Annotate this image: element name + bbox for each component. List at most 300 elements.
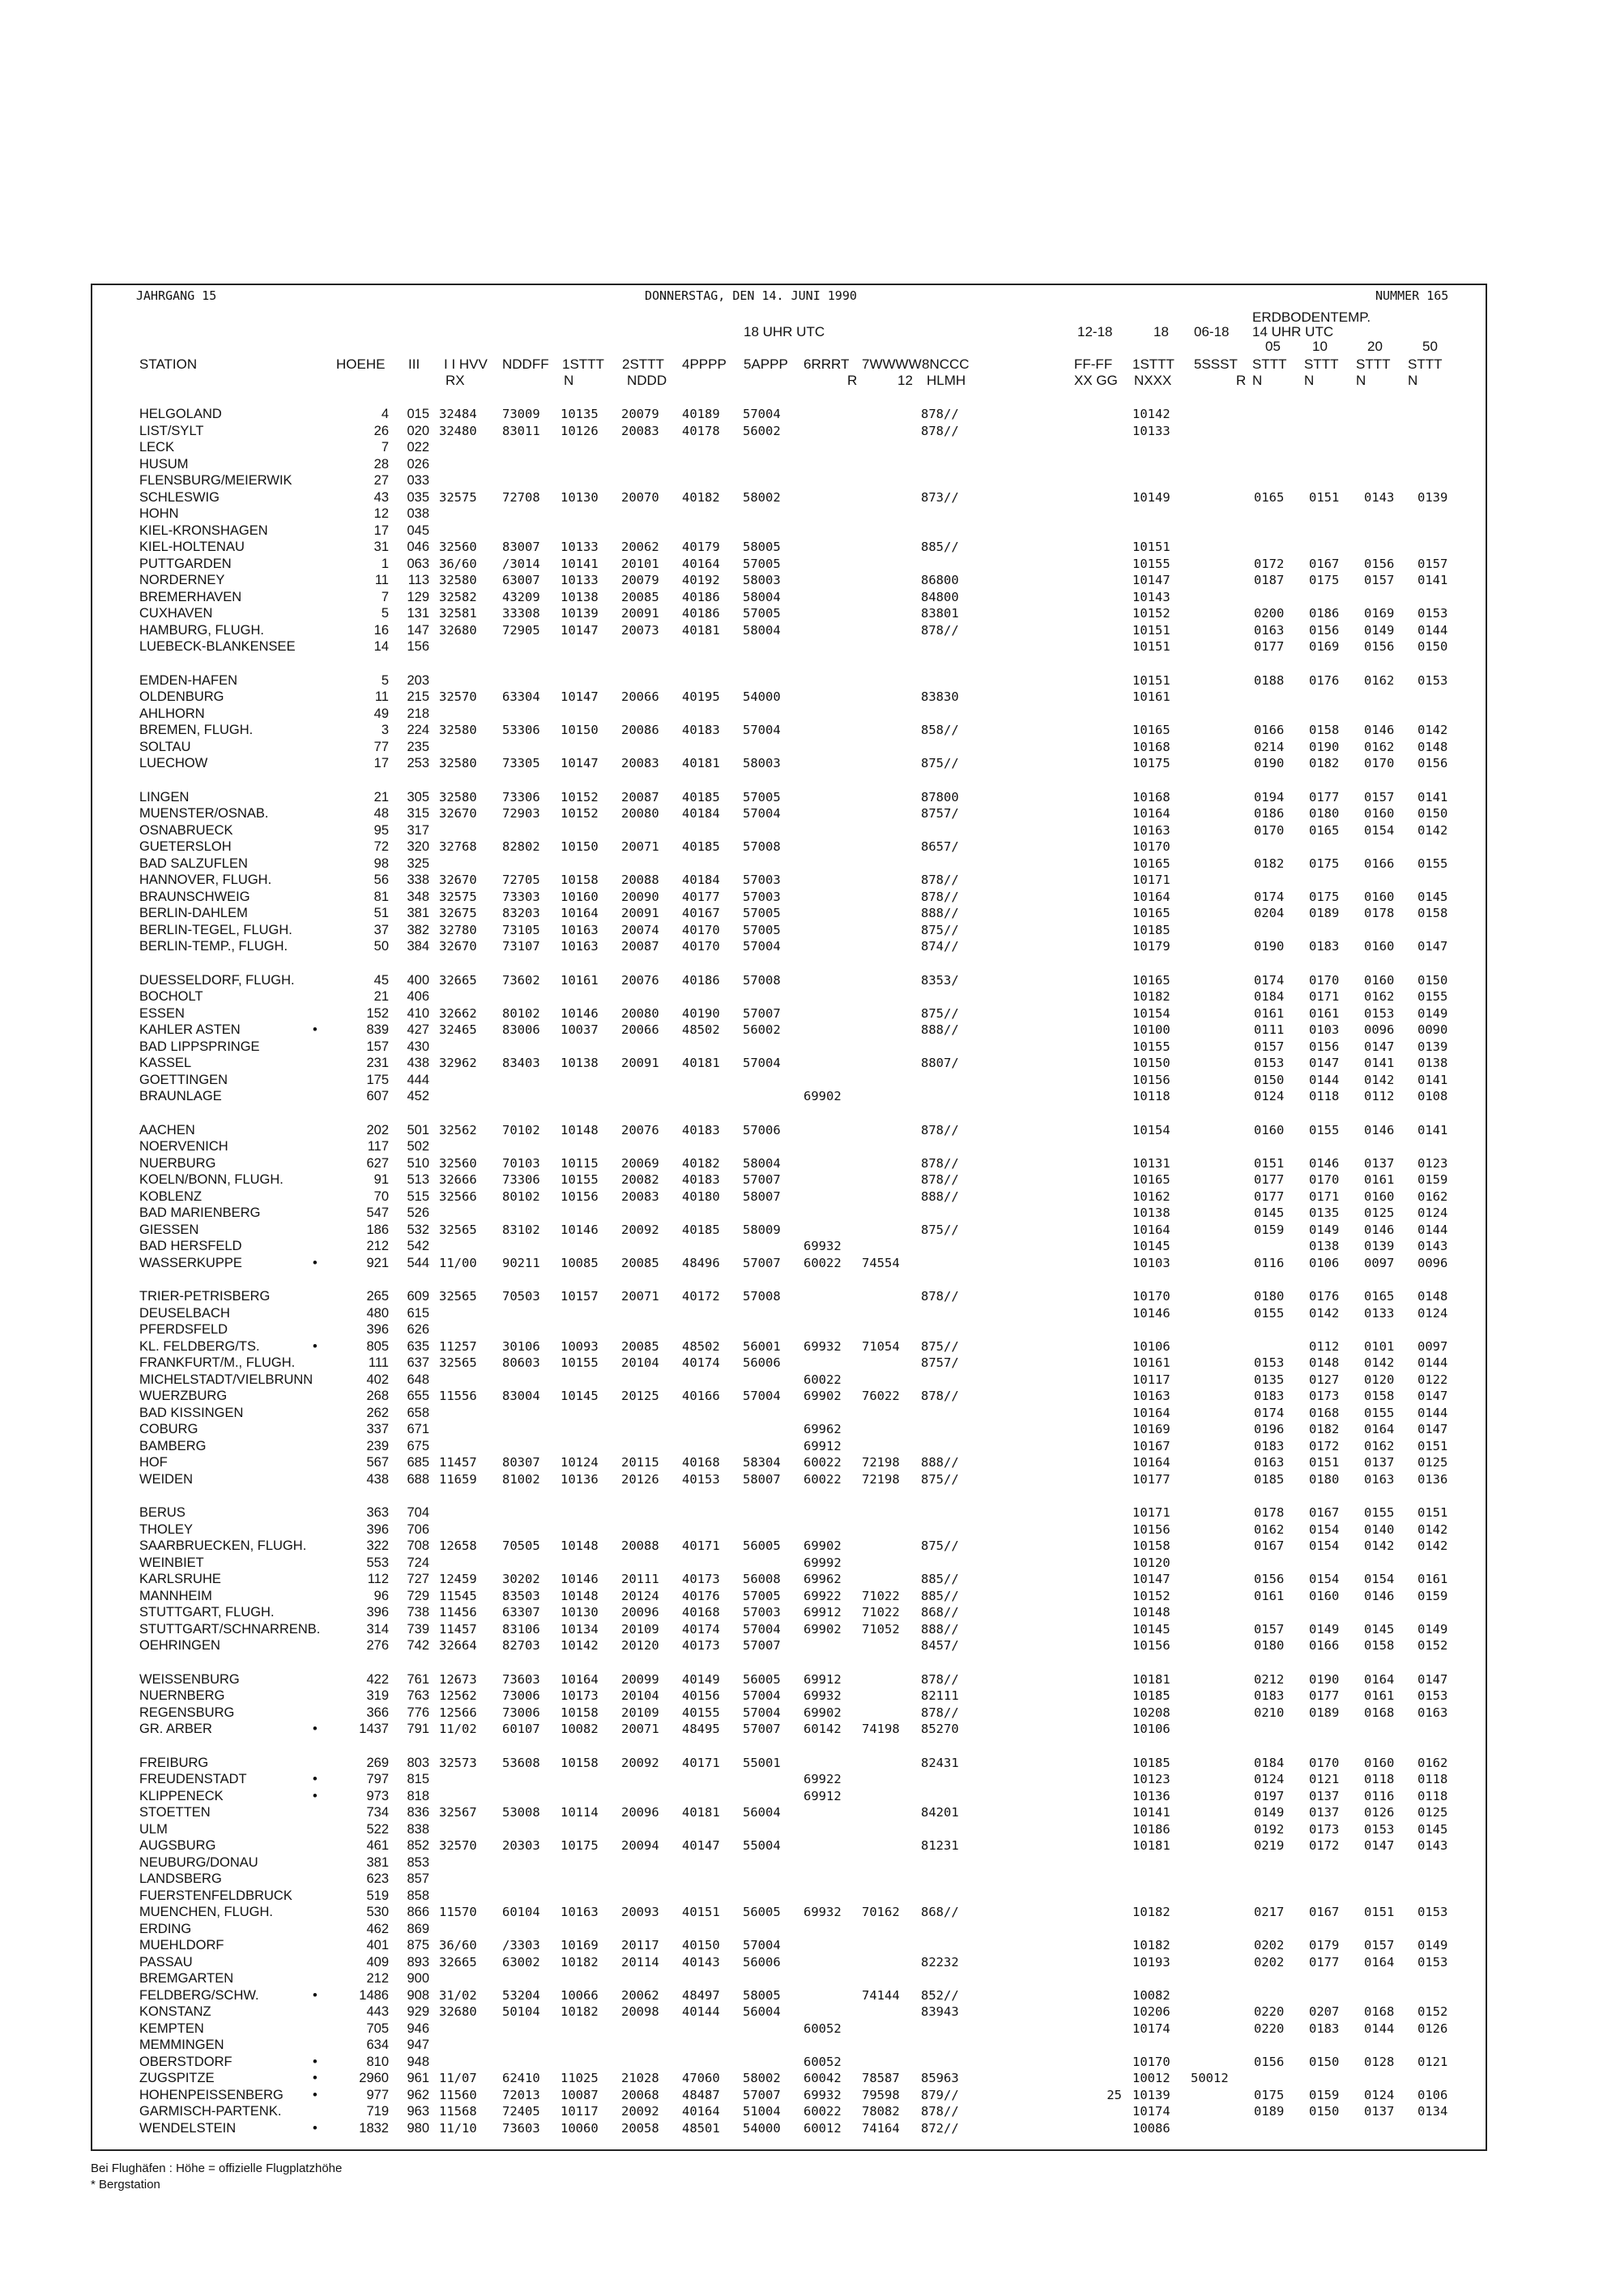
temp-value: 10148	[561, 1538, 599, 1553]
soil-05-value: 0161	[1254, 1588, 1285, 1603]
max-temp-value: 10165	[1132, 723, 1170, 737]
soil-20-value: 0160	[1364, 1189, 1395, 1204]
iihvv-value: 32780	[439, 922, 477, 937]
station-id: 046	[407, 540, 429, 554]
station-height: 401	[366, 1938, 389, 1952]
temp-value: 10160	[561, 889, 599, 904]
cloud-value: 888//	[921, 1022, 959, 1037]
soil-05-value: 0156	[1254, 1572, 1285, 1586]
iihvv-value: 32664	[439, 1638, 477, 1653]
dew-value: 21028	[621, 2071, 659, 2085]
dew-value: 20066	[621, 689, 659, 704]
max-temp-value: 10131	[1132, 1155, 1170, 1171]
soil-10-value: 0103	[1309, 1022, 1340, 1037]
temp-value: 10150	[561, 839, 599, 854]
max-temp-value: 10147	[1132, 573, 1170, 587]
soil-50-value: 0125	[1418, 1455, 1448, 1470]
station-id: 427	[407, 1022, 429, 1037]
soil-50-value: 0151	[1418, 1438, 1448, 1453]
station-height: 719	[366, 2104, 389, 2119]
station-id: 348	[407, 889, 429, 904]
soil-10-value: 0171	[1309, 1189, 1340, 1204]
soil-20-value: 0169	[1364, 606, 1395, 621]
soil-10-value: 0156	[1309, 622, 1340, 638]
station-name: COBURG	[139, 1422, 198, 1436]
iihvv-value: 32680	[439, 622, 477, 638]
max-temp-value: 10148	[1132, 1605, 1170, 1620]
table-row	[0, 1688, 1620, 1704]
temp-value: 10130	[561, 489, 599, 505]
table-row	[0, 2021, 1620, 2037]
station-height: 11	[374, 573, 389, 587]
tendency-value: 56002	[743, 1022, 781, 1037]
station-name: BRAUNLAGE	[139, 1089, 222, 1103]
soil-10-value: 0148	[1309, 1355, 1340, 1370]
soil-50-value: 0090	[1418, 1022, 1448, 1037]
nddff-value: 72903	[502, 806, 540, 821]
soil-05-value: 0187	[1254, 573, 1285, 587]
precip-value: 69922	[804, 1772, 842, 1786]
nddff-value: 83106	[502, 1621, 540, 1637]
dew-value: 20091	[621, 906, 659, 920]
soil-10-value: 0177	[1309, 1954, 1340, 1970]
soil-20-value: 0156	[1364, 639, 1395, 654]
pressure-value: 40172	[682, 1289, 720, 1304]
dew-value: 20093	[621, 1905, 659, 1919]
station-height: 547	[366, 1206, 389, 1220]
soil-10-value: 0172	[1309, 1438, 1340, 1453]
station-name: AACHEN	[139, 1122, 195, 1137]
station-height: 111	[368, 1355, 389, 1370]
max-temp-value: 10161	[1132, 689, 1170, 704]
soil-05-value: 0180	[1254, 1289, 1285, 1304]
station-id: 675	[407, 1438, 429, 1453]
table-row	[0, 1921, 1620, 1937]
temp-value: 10158	[561, 1705, 599, 1720]
nxxx-header: NXXX	[1134, 373, 1172, 388]
cloud-value: 8757/	[921, 806, 959, 821]
iihvv-value: 32680	[439, 2004, 477, 2019]
station-name: NEUBURG/DONAU	[139, 1854, 258, 1870]
temp-value: 10135	[561, 407, 599, 421]
station-id: 635	[407, 1338, 429, 1354]
station-name: BERLIN-TEMP., FLUGH.	[139, 939, 288, 954]
soil-20-value: 0142	[1364, 1355, 1395, 1370]
soil-50-value: 0143	[1418, 1838, 1448, 1853]
station-name: HAMBURG, FLUGH.	[139, 622, 265, 638]
pressure-value: 40168	[682, 1605, 720, 1620]
table-row	[0, 1571, 1620, 1587]
iihvv-value: 32768	[439, 839, 477, 854]
station-height: 98	[373, 856, 389, 871]
soil-50-value: 0139	[1418, 1039, 1448, 1054]
soil-10-value: 0186	[1309, 606, 1340, 621]
cloud-value: 875//	[921, 756, 959, 770]
station-id: 129	[407, 589, 429, 604]
soil-50-value: 0144	[1418, 1355, 1448, 1370]
station-name: GUETERSLOH	[139, 839, 232, 854]
cloud-value: 885//	[921, 1588, 959, 1603]
station-id: 648	[407, 1372, 429, 1387]
dew-value: 20085	[621, 589, 659, 604]
nddff-header: NDDFF	[502, 356, 549, 372]
station-name: OSNABRUECK	[139, 822, 233, 838]
tendency-value: 57005	[743, 606, 781, 621]
soil-50-value: 0155	[1418, 856, 1448, 871]
station-id: 317	[407, 822, 429, 838]
pressure-value: 40179	[682, 540, 720, 554]
table-row	[0, 2037, 1620, 2053]
station-id: 515	[407, 1189, 429, 1204]
soil-20-value: 0166	[1364, 856, 1395, 871]
station-height: 1	[381, 556, 389, 571]
pressure-value: 40186	[682, 972, 720, 988]
pressure-value: 40150	[682, 1938, 720, 1952]
tendency-value: 57008	[743, 972, 781, 988]
station-name: LUEBECK-BLANKENSEE	[139, 639, 296, 654]
soil-50-value: 0106	[1418, 2087, 1448, 2102]
cloud-value: 86800	[921, 573, 959, 587]
soil-10-value: 0207	[1309, 2004, 1340, 2019]
iihvv-value: 12459	[439, 1572, 477, 1586]
table-row	[0, 2120, 1620, 2136]
station-name: BERLIN-DAHLEM	[139, 906, 248, 920]
dew-value: 20074	[621, 922, 659, 937]
station-id: 501	[407, 1122, 429, 1137]
max-temp-value: 10165	[1132, 972, 1170, 988]
soil-05-value: 0149	[1254, 1805, 1285, 1820]
soil-05-value: 0116	[1254, 1255, 1285, 1270]
station-name: REGENSBURG	[139, 1705, 235, 1720]
station-height: 461	[366, 1838, 389, 1853]
station-name: HOF	[139, 1455, 168, 1470]
tendency-value: 57007	[743, 1005, 781, 1021]
station-name: HOHENPEISSENBERG	[139, 2087, 284, 2102]
dew-value: 20111	[621, 1572, 659, 1586]
soil-20-value: 0160	[1364, 806, 1395, 821]
max-temp-value: 10168	[1132, 789, 1170, 804]
nddff-value: 80603	[502, 1355, 540, 1370]
station-name: SCHLESWIG	[139, 489, 220, 505]
tendency-value: 56002	[743, 423, 781, 438]
max-temp-value: 10170	[1132, 1289, 1170, 1304]
station-name: ESSEN	[139, 1005, 185, 1021]
max-temp-value: 10155	[1132, 556, 1170, 571]
max-temp-value: 10185	[1132, 1755, 1170, 1770]
utc18-header: 18 UHR UTC	[744, 324, 825, 339]
cloud-value: 878//	[921, 407, 959, 421]
soil-20-value: 0145	[1364, 1621, 1395, 1637]
5appp-header: 5APPP	[744, 356, 788, 372]
cloud-value: 878//	[921, 2104, 959, 2119]
cloud-value: 83830	[921, 689, 959, 704]
nddff-value: 73107	[502, 939, 540, 954]
station-header: STATION	[139, 356, 198, 372]
max-temp-value: 10165	[1132, 856, 1170, 871]
pressure-value: 40174	[682, 1355, 720, 1370]
dew-value: 20092	[621, 1222, 659, 1237]
max-temp-value: 10151	[1132, 622, 1170, 638]
station-id: 776	[407, 1705, 429, 1720]
station-name: HANNOVER, FLUGH.	[139, 873, 272, 887]
station-name: MUENCHEN, FLUGH.	[139, 1905, 274, 1919]
station-id: 727	[407, 1572, 429, 1586]
soil-05-value: 0175	[1254, 2087, 1285, 2102]
iihvv-value: 32465	[439, 1022, 477, 1037]
station-name: BAD KISSINGEN	[139, 1405, 244, 1420]
station-id: 658	[407, 1405, 429, 1420]
station-height: 530	[366, 1905, 389, 1919]
station-height: 921	[366, 1255, 389, 1270]
dew-value: 20079	[621, 407, 659, 421]
pressure-value: 48487	[682, 2087, 720, 2102]
tendency-value: 51004	[743, 2104, 781, 2119]
table-row	[0, 988, 1620, 1005]
station-name: OLDENBURG	[139, 689, 224, 704]
soil-50-value: 0158	[1418, 906, 1448, 920]
station-height: 95	[373, 822, 389, 838]
cloud-value: 81231	[921, 1838, 959, 1853]
cloud-value: 82232	[921, 1954, 959, 1970]
soil-20-value: 0160	[1364, 889, 1395, 904]
station-id: 704	[407, 1505, 429, 1520]
nddff-value: 63304	[502, 689, 540, 704]
table-row	[0, 722, 1620, 738]
nddff-value: 63002	[502, 1954, 540, 1970]
dew-value: 20079	[621, 573, 659, 587]
soil-20-value: 0151	[1364, 1905, 1395, 1919]
tendency-value: 58004	[743, 622, 781, 638]
tendency-value: 58005	[743, 1987, 781, 2003]
weather-value: 78082	[862, 2104, 900, 2119]
bergstation-marker: •	[313, 2120, 318, 2136]
station-height: 37	[373, 922, 389, 937]
iihvv-value: 31/02	[439, 1987, 477, 2003]
tendency-value: 57003	[743, 1605, 781, 1620]
soil-20-value: 0120	[1364, 1372, 1395, 1387]
station-id: 615	[407, 1305, 429, 1321]
temp-value: 10147	[561, 756, 599, 770]
pressure-value: 40181	[682, 756, 720, 770]
station-height: 480	[366, 1305, 389, 1321]
soil-10-value: 0179	[1309, 1938, 1340, 1952]
temp-value: 10146	[561, 1572, 599, 1586]
soil-20-value: 0146	[1364, 1122, 1395, 1137]
station-id: 866	[407, 1905, 429, 1919]
tendency-value: 57007	[743, 1722, 781, 1736]
station-id: 671	[407, 1422, 429, 1436]
table-row	[0, 1171, 1620, 1188]
station-name: GOETTINGEN	[139, 1072, 228, 1087]
soil-10-value: 0160	[1309, 1588, 1340, 1603]
station-name: ULM	[139, 1821, 168, 1837]
weather-value: 74554	[862, 1255, 900, 1270]
cloud-value: 875//	[921, 1338, 959, 1354]
max-temp-value: 10164	[1132, 889, 1170, 904]
iihvv-value: 32567	[439, 1805, 477, 1820]
table-row	[0, 706, 1620, 722]
max-temp-value: 10155	[1132, 1039, 1170, 1054]
cloud-value: 83943	[921, 2004, 959, 2019]
depth-20: 20	[1367, 339, 1383, 354]
temp-value: 10161	[561, 972, 599, 988]
station-id: 035	[407, 489, 429, 505]
pressure-value: 40178	[682, 423, 720, 438]
soil-20-value: 0158	[1364, 1389, 1395, 1403]
station-name: KASSEL	[139, 1056, 192, 1070]
dew-value: 20126	[621, 1471, 659, 1487]
dew-value: 20082	[621, 1172, 659, 1187]
nddff-value: 72905	[502, 622, 540, 638]
station-height: 2960	[359, 2071, 389, 2085]
soil-10-value: 0150	[1309, 2054, 1340, 2069]
station-name: LUECHOW	[139, 756, 208, 770]
iihvv-value: 12566	[439, 1705, 477, 1720]
iihvv-value: 32962	[439, 1056, 477, 1070]
station-id: 224	[407, 723, 429, 737]
temp-value: 10155	[561, 1355, 599, 1370]
nddff-value: 60107	[502, 1722, 540, 1736]
pressure-value: 40181	[682, 1056, 720, 1070]
nddff-value: 70503	[502, 1289, 540, 1304]
max-temp-value: 10120	[1132, 1555, 1170, 1570]
pressure-value: 40164	[682, 556, 720, 571]
pressure-value: 40173	[682, 1572, 720, 1586]
table-row	[0, 1338, 1620, 1355]
soil-10-value: 0155	[1309, 1122, 1340, 1137]
bergstation-marker: •	[313, 1788, 318, 1803]
n-10: N	[1304, 373, 1315, 388]
table-row	[0, 1637, 1620, 1654]
dew-value: 20088	[621, 873, 659, 887]
soil-05-value: 0186	[1254, 806, 1285, 821]
table-row	[0, 1189, 1620, 1205]
station-height: 553	[366, 1555, 389, 1570]
soil-05-value: 0172	[1254, 556, 1285, 571]
footnote-airports: Bei Flughäfen : Höhe = offizielle Flugplatzhöhe	[91, 2162, 343, 2175]
tendency-value: 55004	[743, 1838, 781, 1853]
iihvv-value: 32565	[439, 1355, 477, 1370]
iihvv-value: 11/07	[439, 2071, 477, 2085]
soil-50-value: 0147	[1418, 1389, 1448, 1403]
station-height: 443	[366, 2004, 389, 2019]
temp-value: 10138	[561, 589, 599, 604]
table-row	[0, 1288, 1620, 1304]
pressure-value: 48501	[682, 2120, 720, 2136]
tendency-value: 58004	[743, 589, 781, 604]
station-height: 77	[373, 739, 389, 754]
max-temp-value: 10100	[1132, 1022, 1170, 1037]
soil-10-value: 0190	[1309, 739, 1340, 754]
temp-value: 10158	[561, 1755, 599, 1770]
table-row	[0, 1471, 1620, 1487]
cloud-value: 879//	[921, 2087, 959, 2102]
footnote-bergstation: * Bergstation	[91, 2178, 160, 2191]
table-row	[0, 1987, 1620, 2004]
nddff-value: 82703	[502, 1638, 540, 1653]
station-name: MICHELSTADT/VIELBRUNN	[139, 1372, 313, 1387]
station-id: 438	[407, 1056, 429, 1070]
iihvv-value: 32562	[439, 1122, 477, 1137]
pressure-value: 40151	[682, 1905, 720, 1919]
table-row	[0, 922, 1620, 938]
station-name: BERLIN-TEGEL, FLUGH.	[139, 922, 292, 937]
soil-50-value: 0150	[1418, 972, 1448, 988]
max-temp-value: 10174	[1132, 2104, 1170, 2119]
nddff-value: 30106	[502, 1338, 540, 1354]
cloud-value: 8353/	[921, 972, 959, 988]
iihvv-value: 32565	[439, 1289, 477, 1304]
max-temp-value: 10147	[1132, 1572, 1170, 1586]
station-name: NOERVENICH	[139, 1139, 228, 1154]
nddff-value: 72013	[502, 2087, 540, 2102]
table-row	[0, 1871, 1620, 1887]
max-temp-value: 10164	[1132, 1455, 1170, 1470]
pressure-value: 40149	[682, 1671, 720, 1687]
station-name: LIST/SYLT	[139, 423, 204, 438]
station-id: 045	[407, 523, 429, 538]
soil-05-value: 0174	[1254, 1405, 1285, 1420]
max-temp-value: 10012	[1132, 2071, 1170, 2085]
temp-value: 10134	[561, 1621, 599, 1637]
station-height: 265	[366, 1289, 389, 1304]
soil-05-value: 0197	[1254, 1788, 1285, 1803]
tendency-value: 58002	[743, 489, 781, 505]
table-row	[0, 456, 1620, 472]
soil-05-value: 0155	[1254, 1305, 1285, 1321]
temp-value: 10147	[561, 622, 599, 638]
pressure-value: 40185	[682, 789, 720, 804]
2sttt-header: 2STTT	[622, 356, 664, 372]
table-row	[0, 1022, 1620, 1038]
precip-value: 69912	[804, 1605, 842, 1620]
cloud-value: 878//	[921, 423, 959, 438]
soil-50-value: 0096	[1418, 1255, 1448, 1270]
weather-value: 71022	[862, 1605, 900, 1620]
station-id: 325	[407, 856, 429, 871]
station-id: 962	[407, 2087, 429, 2102]
max-temp-value: 10133	[1132, 423, 1170, 438]
soil-05-value: 0183	[1254, 1438, 1285, 1453]
tendency-value: 57004	[743, 939, 781, 954]
cloud-value: 875//	[921, 1005, 959, 1021]
station-height: 11	[374, 689, 389, 704]
iihvv-value: 11560	[439, 2087, 477, 2102]
nddff-value: 73603	[502, 1671, 540, 1687]
station-height: 396	[366, 1322, 389, 1337]
station-id: 838	[407, 1821, 429, 1837]
station-name: KIEL-HOLTENAU	[139, 540, 245, 554]
cloud-value: 868//	[921, 1605, 959, 1620]
iihvv-value: 32666	[439, 1172, 477, 1187]
soil-10-value: 0118	[1309, 1089, 1340, 1103]
station-name: AHLHORN	[139, 706, 205, 721]
pressure-value: 40168	[682, 1455, 720, 1470]
soil-20-value: 0137	[1364, 2104, 1395, 2119]
station-id: 038	[407, 506, 429, 521]
tendency-value: 57007	[743, 2087, 781, 2102]
temp-value: 10087	[561, 2087, 599, 2102]
soil-05-value: 0189	[1254, 2104, 1285, 2119]
tendency-value: 57005	[743, 556, 781, 571]
soil-05-value: 0220	[1254, 2004, 1285, 2019]
table-row	[0, 638, 1620, 655]
station-height: 31	[373, 540, 389, 554]
soil-10-value: 0151	[1309, 1455, 1340, 1470]
nddff-value: 30202	[502, 1572, 540, 1586]
iihvv-value: 36/60	[439, 556, 477, 571]
soil-50-value: 0152	[1418, 2004, 1448, 2019]
